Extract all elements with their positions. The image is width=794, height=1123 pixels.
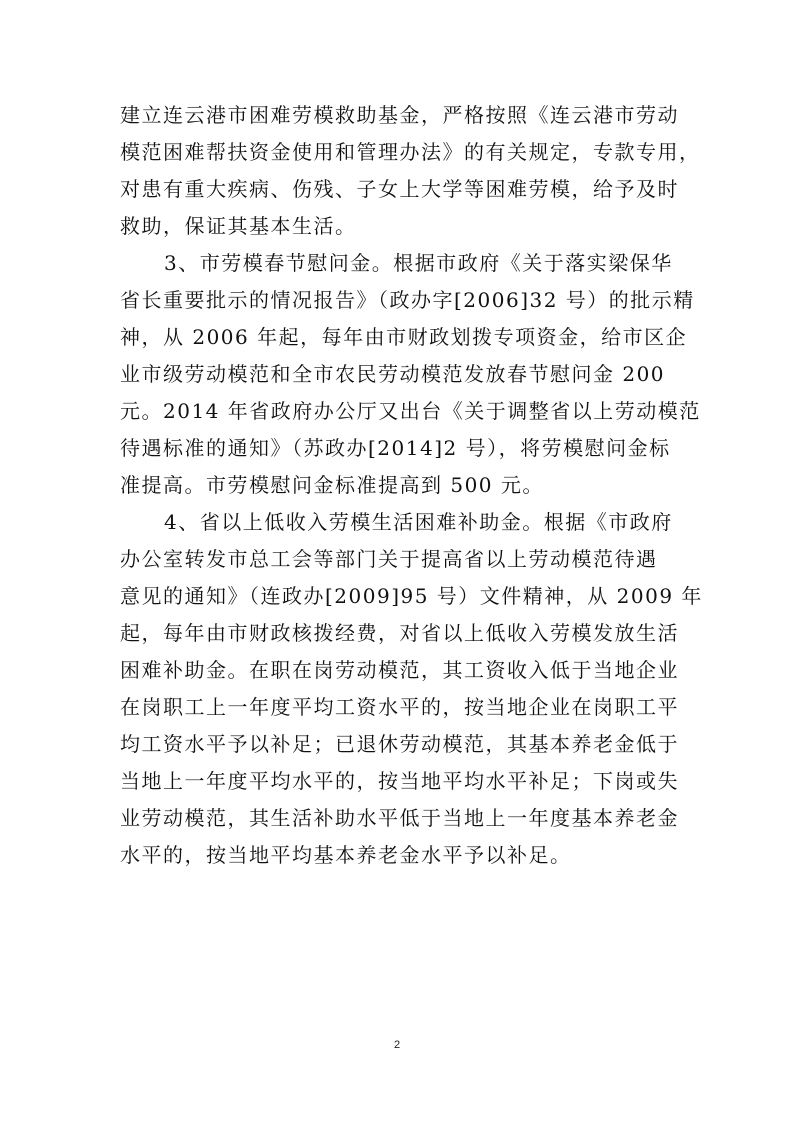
text-line: 在岗职工上一年度平均工资水平的，按当地企业在岗职工平 (120, 695, 679, 719)
text-line: 办公室转发市总工会等部门关于提高省以上劳动模范待遇 (120, 547, 658, 571)
text-line: 水平的，按当地平均基本养老金水平予以补足。 (120, 843, 572, 867)
text-line: 困难补助金。在职在岗劳动模范，其工资收入低于当地企业 (120, 658, 679, 682)
text-line: 当地上一年度平均水平的，按当地平均水平补足；下岗或失 (120, 769, 679, 793)
text-line: 3、市劳模春节慰问金。根据市政府《关于落实梁保华 (164, 251, 673, 275)
text-line: 准提高。市劳模慰问金标准提高到 500 元。 (120, 473, 544, 497)
text-line: 起，每年由市财政核拨经费，对省以上低收入劳模发放生活 (120, 621, 679, 645)
text-line: 建立连云港市困难劳模救助基金，严格按照《连云港市劳动 (120, 103, 679, 127)
text-line: 4、省以上低收入劳模生活困难补助金。根据《市政府 (164, 510, 673, 534)
text-line: 省长重要批示的情况报告》（政办字[2006]32 号）的批示精 (120, 288, 695, 312)
text-line: 元。2014 年省政府办公厅又出台《关于调整省以上劳动模范 (120, 399, 701, 423)
text-line: 均工资水平予以补足；已退休劳动模范，其基本养老金低于 (120, 732, 679, 756)
text-line: 对患有重大疾病、伤残、子女上大学等困难劳模，给予及时 (120, 177, 679, 201)
text-line: 业劳动模范，其生活补助水平低于当地上一年度基本养老金 (120, 806, 679, 830)
paragraph-relief-fund (120, 97, 701, 245)
text-line: 业市级劳动模范和全市农民劳动模范发放春节慰问金 200 (120, 362, 666, 386)
text-line: 意见的通知》（连政办[2009]95 号）文件精神，从 2009 年 (120, 584, 703, 608)
page-number: 2 (393, 1039, 401, 1051)
document-body (120, 97, 703, 874)
paragraph-spring-festival-subsidy (120, 245, 701, 504)
text-line: 神，从 2006 年起，每年由市财政划拨专项资金，给市区企 (120, 325, 688, 349)
text-line: 待遇标准的通知》（苏政办[2014]2 号），将劳模慰问金标 (120, 436, 671, 460)
text-line: 救助，保证其基本生活。 (120, 214, 357, 238)
paragraph-low-income-subsidy (120, 504, 703, 874)
text-line: 模范困难帮扶资金使用和管理办法》的有关规定，专款专用， (120, 140, 701, 164)
